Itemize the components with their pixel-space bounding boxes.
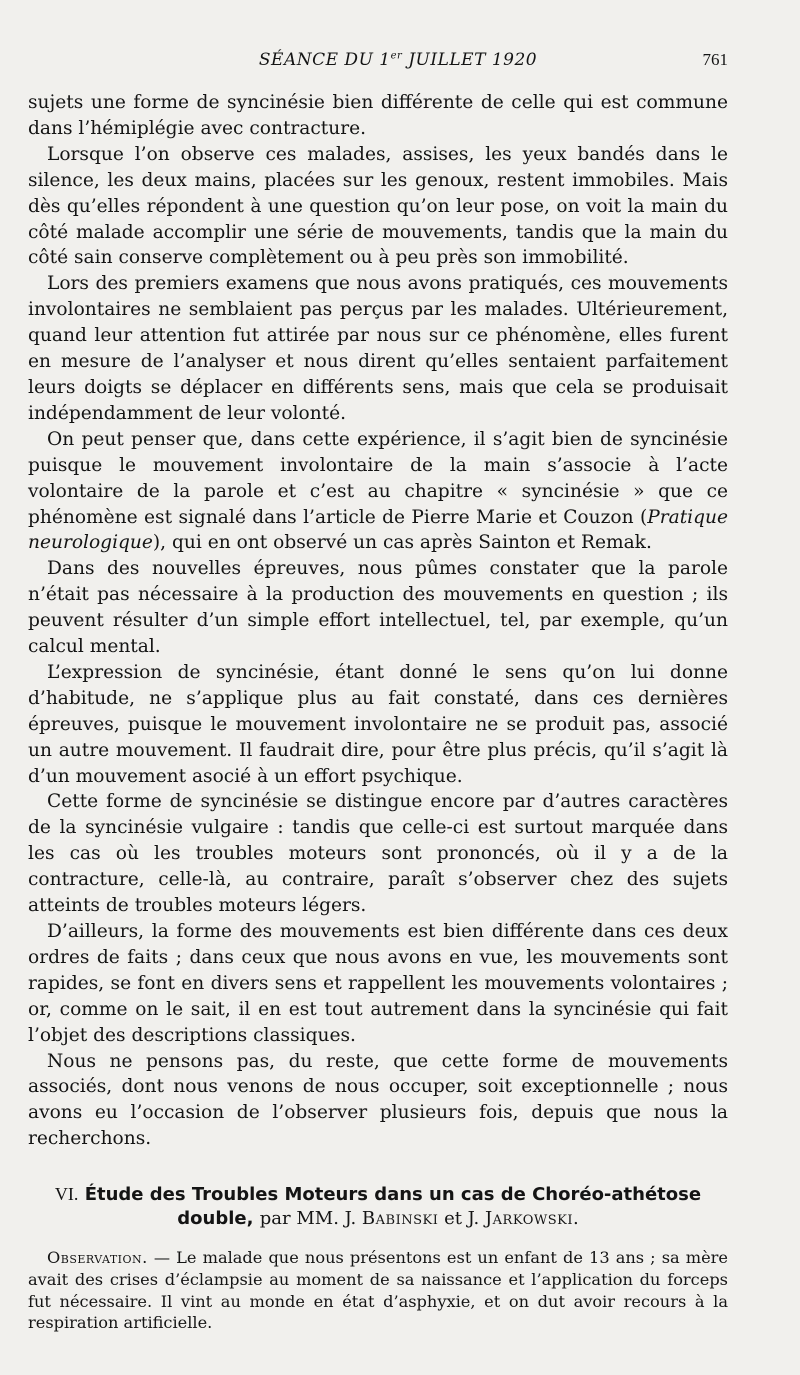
paragraph-4-text-b: ), qui en ont observé un cas après Sainton et Remak. [152, 532, 652, 554]
running-title [28, 50, 728, 70]
section-number: VI. [54, 1184, 79, 1205]
section-heading-line-1 [28, 1182, 728, 1207]
observation-paragraph [28, 1247, 728, 1334]
section-heading [28, 1182, 728, 1231]
section-title-text: Étude des Troubles Moteurs dans un cas de Choréo-athétose [84, 1184, 702, 1206]
running-title-superscript: er [390, 50, 403, 62]
paragraph-6: L’expression de syncinésie, étant donné le sens qu’on lui donne d’habitude, ne s’applique plus au fait constaté, dans ces dernières épreuves, puisque le mouvement involontaire ne se produit pas, associé un autre mouvement. Il faudrait dire, pour être plus précis, qu’il s’agit là d’un mouvement asocié à un effort psychique. [28, 661, 728, 787]
observation-text: — Le malade que nous présentons est un enfant de 13 ans ; sa mère avait des crises d’éclampsie au moment de sa naissance et l’application du forceps fut nécessaire. Il vint au monde en état d’asphyxie, et on dut avoir recours à la respiration artificielle. [28, 1248, 728, 1333]
section-title-continuation: double, [177, 1208, 254, 1230]
paragraph-4 [28, 427, 728, 557]
paragraph-2: Lorsque l’on observe ces malades, assises, les yeux bandés dans le silence, les deux mains, placées sur les genoux, restent immobiles. Mais dès qu’elles répondent à une question qu’on leur pose, on voit la main du côté malade accomplir une série de mouvements, tandis que la main du côté sain conserve complètement ou à peu près son immobilité. [28, 143, 728, 269]
page-number: 761 [702, 50, 728, 69]
byline-end: . [572, 1208, 579, 1230]
page-header [28, 50, 728, 76]
running-title-date: JUILLET 1920 [402, 50, 538, 70]
paragraph-8: D’ailleurs, la forme des mouvements est bien différente dans ces deux ordres de faits ; dans ceux que nous avons en vue, les mouvements sont rapides, se font en divers sens et rappellent les mouvements volontaires ; or, comme on le sait, il en est tout autrement dans la syncinésie qui fait l’objet des descriptions classiques. [28, 921, 728, 1046]
byline-middle: et J. [438, 1208, 485, 1230]
paragraph-1: sujets une forme de syncinésie bien différente de celle qui est commune dans l’hémiplégie avec contracture. [28, 92, 728, 139]
author-babinski: Babinski [361, 1208, 439, 1230]
section-heading-line-2 [28, 1207, 728, 1231]
paragraph-4-text-a: On peut penser que, dans cette expérience, il s’agit bien de syncinésie puisque le mouvement involontaire de la main s’associe à l’acte volontaire de la parole et c’est au chapitre « syncinésie » que ce phénomène est signalé dans l’article de Pierre Marie et Couzon ( [28, 428, 728, 528]
author-jarkowski: Jarkowski [484, 1208, 573, 1230]
running-title-text: SÉANCE DU 1 [258, 50, 391, 70]
byline-prefix: par MM. J. [259, 1208, 362, 1230]
body-text [28, 90, 728, 1152]
section-byline [260, 1208, 579, 1229]
observation-lead: Observation. [47, 1248, 148, 1268]
paragraph-5: Dans des nouvelles épreuves, nous pûmes constater que la parole n’était pas nécessaire à la production des mouvements en question ; ils peuvent résulter d’un simple effort intellectuel, tel, par exemple, qu’un calcul mental. [28, 558, 728, 658]
paragraph-9: Nous ne pensons pas, du reste, que cette forme de mouvements associés, dont nous venons de nous occuper, soit exceptionnelle ; nous avons eu l’occasion de l’observer plusieurs fois, depuis que nous la recherchons. [28, 1050, 728, 1150]
paragraph-3: Lors des premiers examens que nous avons pratiqués, ces mouvements involontaires ne semblaient pas perçus par les malades. Ultérieurement, quand leur attention fut attirée par nous sur ce phénomène, elles furent en mesure de l’analyser et nous dirent qu’elles sentaient parfaitement leurs doigts se déplacer en différents sens, mais que cela se produisait indépendamment de leur volonté. [28, 273, 728, 424]
paragraph-4-citation: Pratique neurologique [28, 506, 728, 554]
paragraph-7: Cette forme de syncinésie se distingue encore par d’autres caractères de la syncinésie vulgaire : tandis que celle-ci est surtout marquée dans les cas où les troubles moteurs sont prononcés, où il y a de la contracture, celle-là, au contraire, paraît s’observer chez des sujets atteints de troubles moteurs légers. [28, 791, 728, 917]
observation-block [28, 1247, 728, 1334]
